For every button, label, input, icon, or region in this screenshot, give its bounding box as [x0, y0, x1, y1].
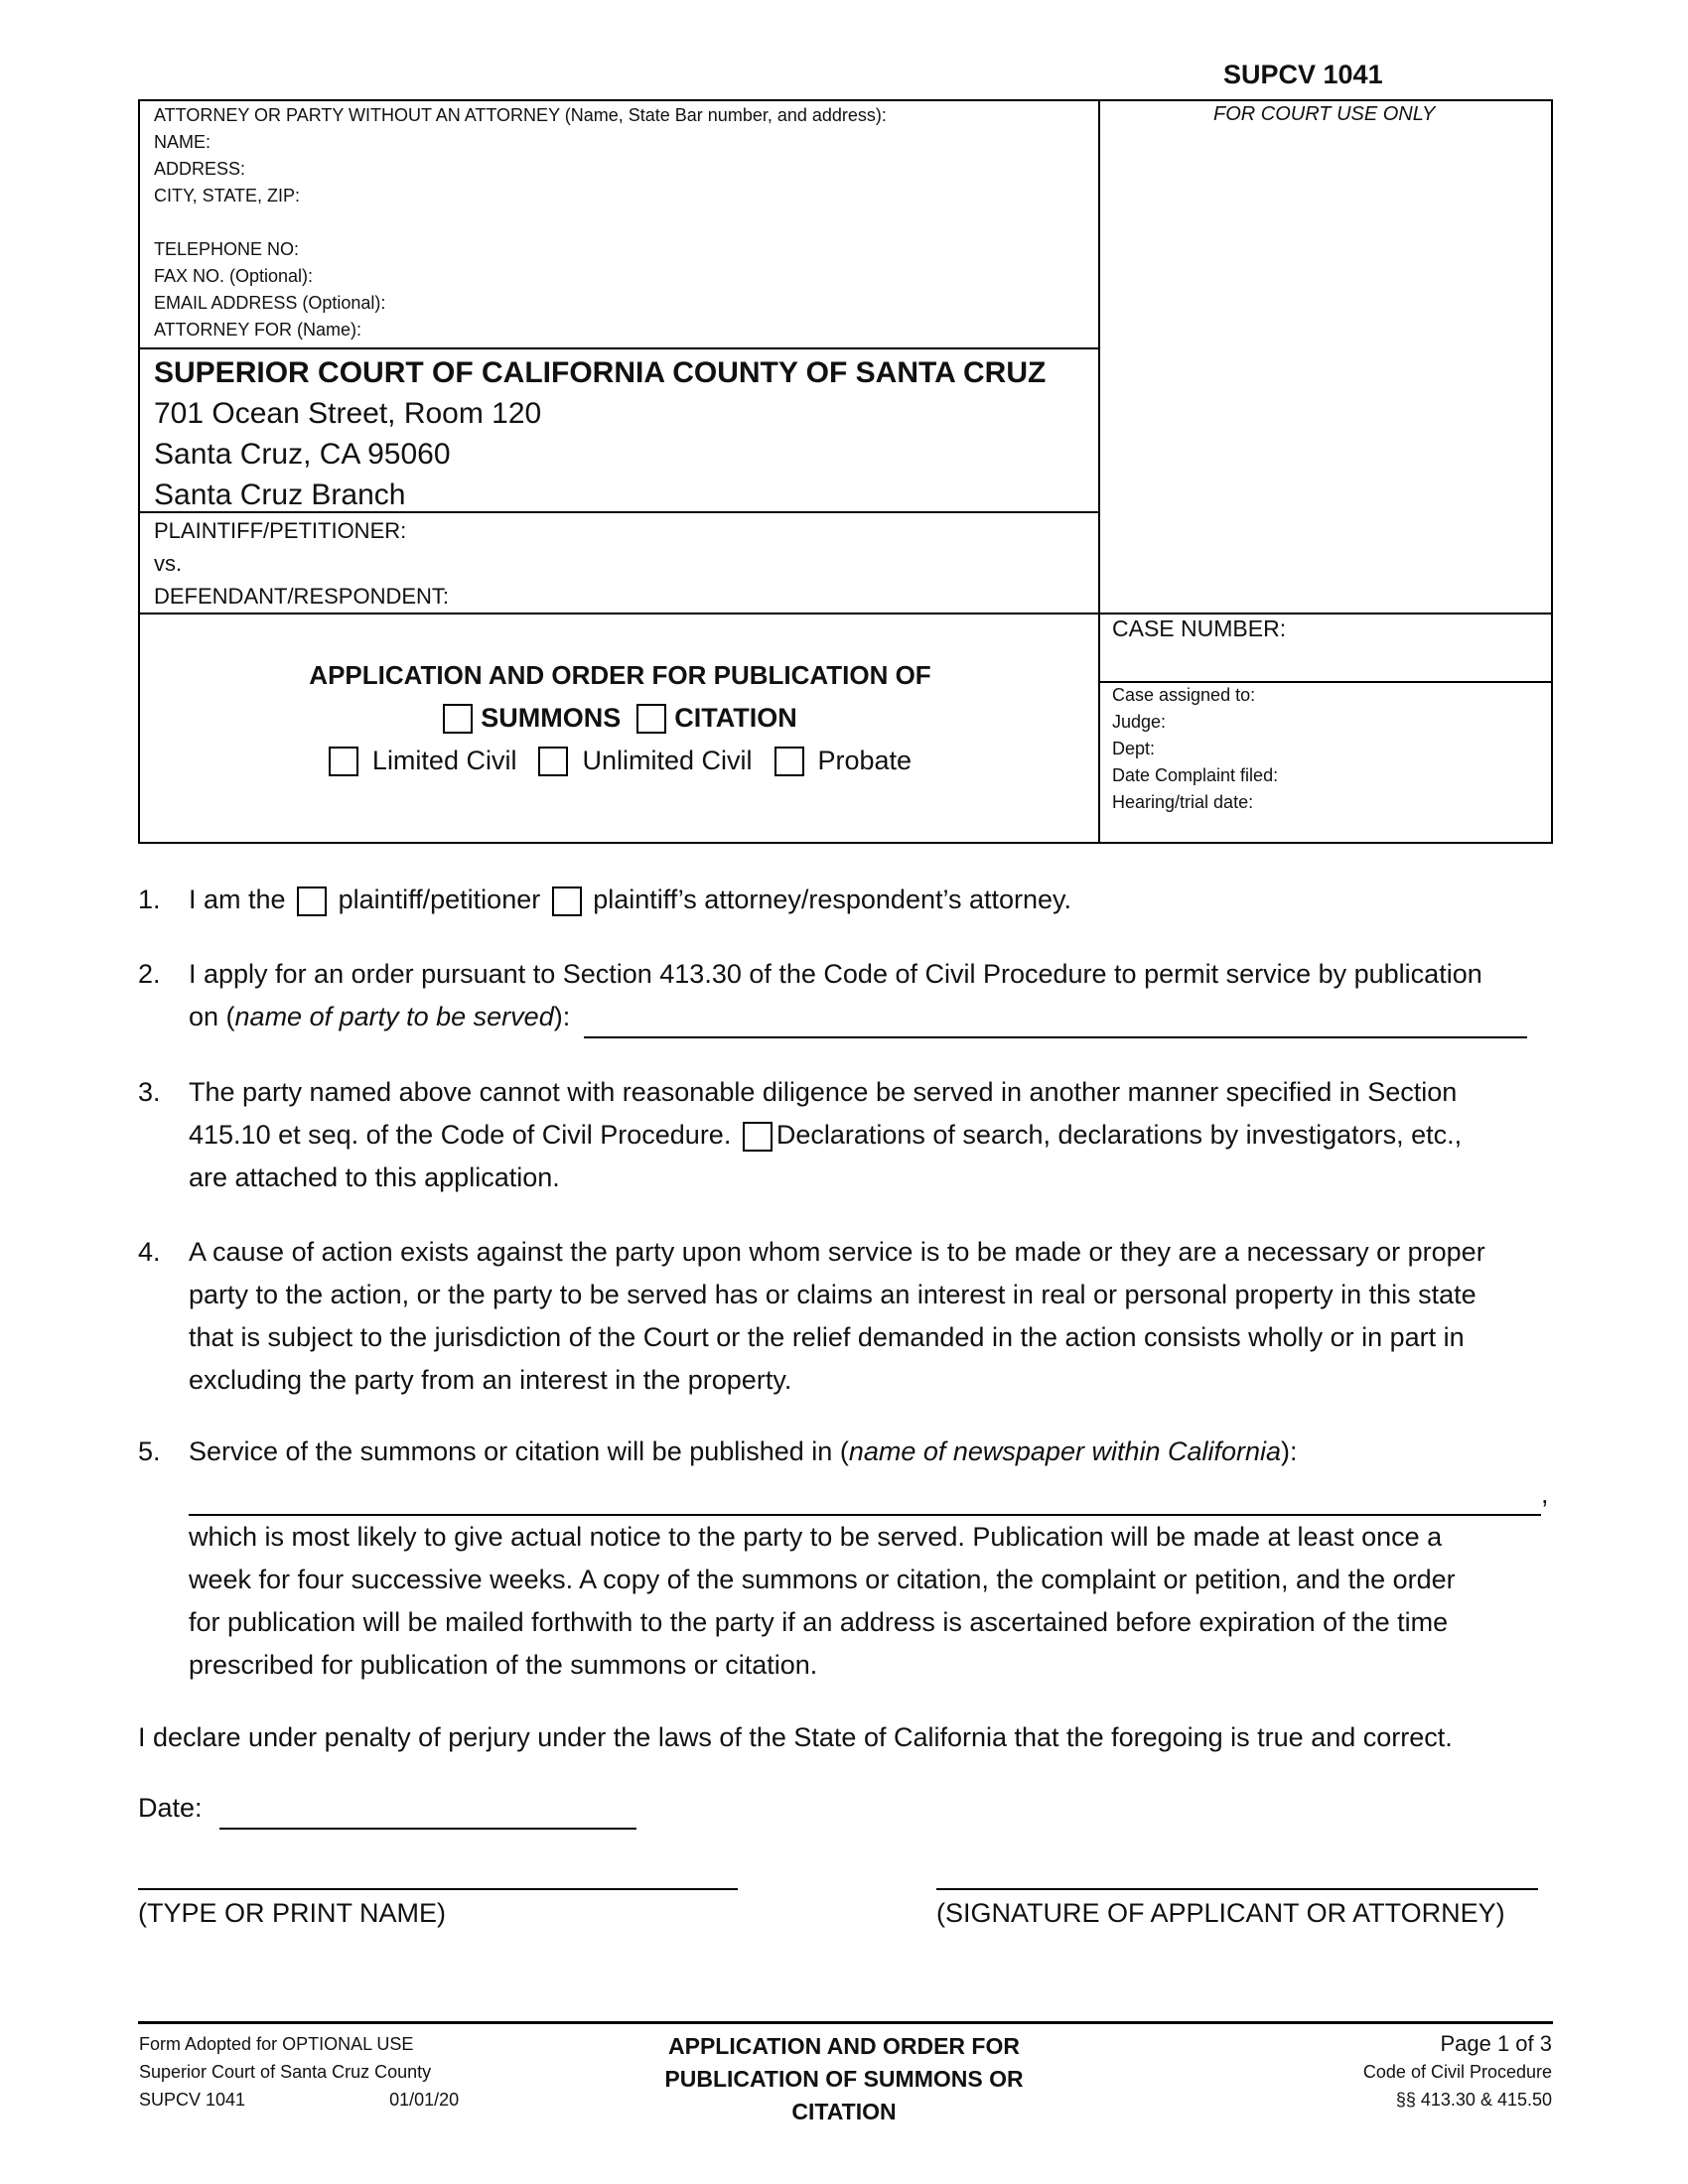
item-5-text-c: ): [1281, 1436, 1298, 1466]
parties-block[interactable] [154, 514, 449, 613]
footer-revision-date: 01/01/20 [389, 2090, 460, 2110]
date-row [138, 1787, 636, 1830]
vs-label: vs. [154, 551, 183, 576]
summons-label: SUMMONS [481, 703, 622, 733]
signature-label: (SIGNATURE OF APPLICANT OR ATTORNEY) [936, 1898, 1505, 1928]
footer-title-line-1: APPLICATION AND ORDER FOR [668, 2033, 1020, 2059]
declarations-attached-checkbox[interactable] [743, 1122, 773, 1152]
attorney-for-field[interactable]: ATTORNEY FOR (Name): [154, 320, 362, 340]
item-5-comma: , [1541, 1479, 1549, 1509]
attorney-email-field[interactable]: EMAIL ADDRESS (Optional): [154, 293, 386, 313]
footer-rule [138, 2021, 1553, 2024]
complaint-filed-label: Date Complaint filed: [1112, 765, 1279, 785]
case-number-field[interactable]: CASE NUMBER: [1112, 615, 1287, 641]
footer-title-line-2: PUBLICATION OF SUMMONS OR [664, 2066, 1024, 2092]
item-4-text-c: that is subject to the jurisdiction of the Court or the relief demanded in the action consists wholly or in part in [189, 1322, 1465, 1352]
item-2-text-d: ): [553, 1002, 571, 1031]
item-5-text-f: for publication will be mailed forthwith to the party if an address is ascertained before expiration of the time [189, 1607, 1449, 1637]
court-city: Santa Cruz, CA 95060 [154, 438, 451, 471]
footer-title [596, 2030, 1092, 2128]
plaintiff-petitioner-checkbox[interactable] [297, 887, 327, 916]
item-5-text-d: which is most likely to give actual notice to the party to be served. Publication will be made at least once a [189, 1522, 1443, 1552]
item-number: 4. [138, 1237, 161, 1267]
item-4-text-a: A cause of action exists against the party upon whom service is to be made or they are a necessary or proper [189, 1237, 1485, 1267]
citation-checkbox[interactable] [636, 704, 666, 734]
attorney-address-field[interactable]: ADDRESS: [154, 159, 246, 179]
probate-checkbox[interactable] [774, 747, 804, 776]
item-1-text-c: plaintiff’s attorney/respondent’s attorney. [593, 885, 1072, 914]
court-street: 701 Ocean Street, Room 120 [154, 397, 542, 430]
unlimited-civil-label: Unlimited Civil [582, 746, 753, 775]
item-3-text-c: Declarations of search, declarations by investigators, etc., [775, 1120, 1463, 1150]
attorney-fax-field[interactable]: FAX NO. (Optional): [154, 266, 314, 286]
page-number: Page 1 of 3 [1440, 2031, 1552, 2056]
item-5-text-g: prescribed for publication of the summons or citation. [189, 1650, 818, 1680]
item-number: 1. [138, 885, 161, 914]
plaintiff-field[interactable]: PLAINTIFF/PETITIONER: [154, 518, 407, 543]
item-2-text-b: on ( [189, 1002, 235, 1031]
court-branch: Santa Cruz Branch [154, 478, 406, 511]
attorney-telephone-field[interactable]: TELEPHONE NO: [154, 239, 300, 259]
signature-field[interactable] [936, 1888, 1538, 1890]
footer-court: Superior Court of Santa Cruz County [139, 2062, 432, 2082]
hearing-date-label: Hearing/trial date: [1112, 792, 1254, 812]
attorney-name-field[interactable]: NAME: [154, 132, 211, 152]
footer-form-id: SUPCV 1041 [139, 2090, 246, 2110]
footer-sections: §§ 413.30 & 415.50 [1395, 2090, 1552, 2110]
summons-checkbox[interactable] [443, 704, 473, 734]
attorney-block[interactable] [154, 102, 887, 343]
footer-adopted: Form Adopted for OPTIONAL USE [139, 2034, 414, 2054]
item-3-text-d: are attached to this application. [189, 1162, 560, 1192]
unlimited-civil-checkbox[interactable] [538, 747, 568, 776]
date-field[interactable] [219, 1792, 636, 1830]
item-number: 3. [138, 1077, 161, 1107]
court-name: SUPERIOR COURT OF CALIFORNIA COUNTY OF SANTA CRUZ [154, 356, 1047, 389]
item-number: 5. [138, 1436, 161, 1466]
divider-parties-title [140, 613, 1551, 614]
citation-label: CITATION [674, 703, 797, 733]
attorney-heading: ATTORNEY OR PARTY WITHOUT AN ATTORNEY (Name, State Bar number, and address): [154, 105, 887, 125]
item-4-text-b: party to the action, or the party to be served has or claims an interest in real or personal property in this state [189, 1280, 1477, 1309]
item-1-text-a: I am the [189, 885, 286, 914]
newspaper-name-field[interactable] [189, 1476, 1541, 1516]
assignment-block [1112, 682, 1278, 816]
item-2-text-italic: name of party to be served [234, 1002, 554, 1031]
item-3-text-b: 415.10 et seq. of the Code of Civil Procedure. [189, 1120, 732, 1150]
limited-civil-checkbox[interactable] [329, 747, 358, 776]
item-5-text-italic: name of newspaper within California [848, 1436, 1282, 1466]
footer-code: Code of Civil Procedure [1362, 2062, 1552, 2082]
item-number: 2. [138, 959, 161, 989]
court-block [154, 352, 1046, 515]
title-line: APPLICATION AND ORDER FOR PUBLICATION OF [309, 660, 931, 690]
dept-label: Dept: [1112, 739, 1156, 758]
divider-attorney-court [140, 347, 1099, 349]
form-number: SUPCV 1041 [1223, 60, 1383, 89]
item-2-text-a: I apply for an order pursuant to Section 413.30 of the Code of Civil Procedure to permit service by publication [189, 959, 1482, 989]
case-assigned-label: Case assigned to: [1112, 685, 1256, 705]
print-name-label: (TYPE OR PRINT NAME) [138, 1898, 447, 1928]
footer-right [1231, 2030, 1552, 2114]
party-to-be-served-field[interactable] [584, 1001, 1527, 1038]
attorney-checkbox[interactable] [552, 887, 582, 916]
item-5-text-e: week for four successive weeks. A copy of the summons or citation, the complaint or petition, and the order [189, 1565, 1456, 1594]
limited-civil-label: Limited Civil [371, 746, 517, 775]
defendant-field[interactable]: DEFENDANT/RESPONDENT: [154, 584, 450, 609]
item-4-text-d: excluding the party from an interest in the property. [189, 1365, 792, 1395]
item-5-text-a: Service of the summons or citation will be published in ( [189, 1436, 849, 1466]
footer-left [139, 2030, 459, 2114]
date-label: Date: [138, 1793, 203, 1823]
declaration-text: I declare under penalty of perjury under the laws of the State of California that the foregoing is true and correct. [138, 1722, 1453, 1752]
court-use-label: FOR COURT USE ONLY [1213, 103, 1436, 125]
form-title [141, 660, 1099, 776]
judge-label: Judge: [1112, 712, 1167, 732]
attorney-city-field[interactable]: CITY, STATE, ZIP: [154, 186, 301, 205]
item-1-text-b: plaintiff/petitioner [338, 885, 541, 914]
print-name-field[interactable] [138, 1888, 738, 1890]
item-3-text-a: The party named above cannot with reasonable diligence be served in another manner specified in Section [189, 1077, 1458, 1107]
probate-label: Probate [817, 746, 913, 775]
footer-title-line-3: CITATION [791, 2099, 897, 2124]
